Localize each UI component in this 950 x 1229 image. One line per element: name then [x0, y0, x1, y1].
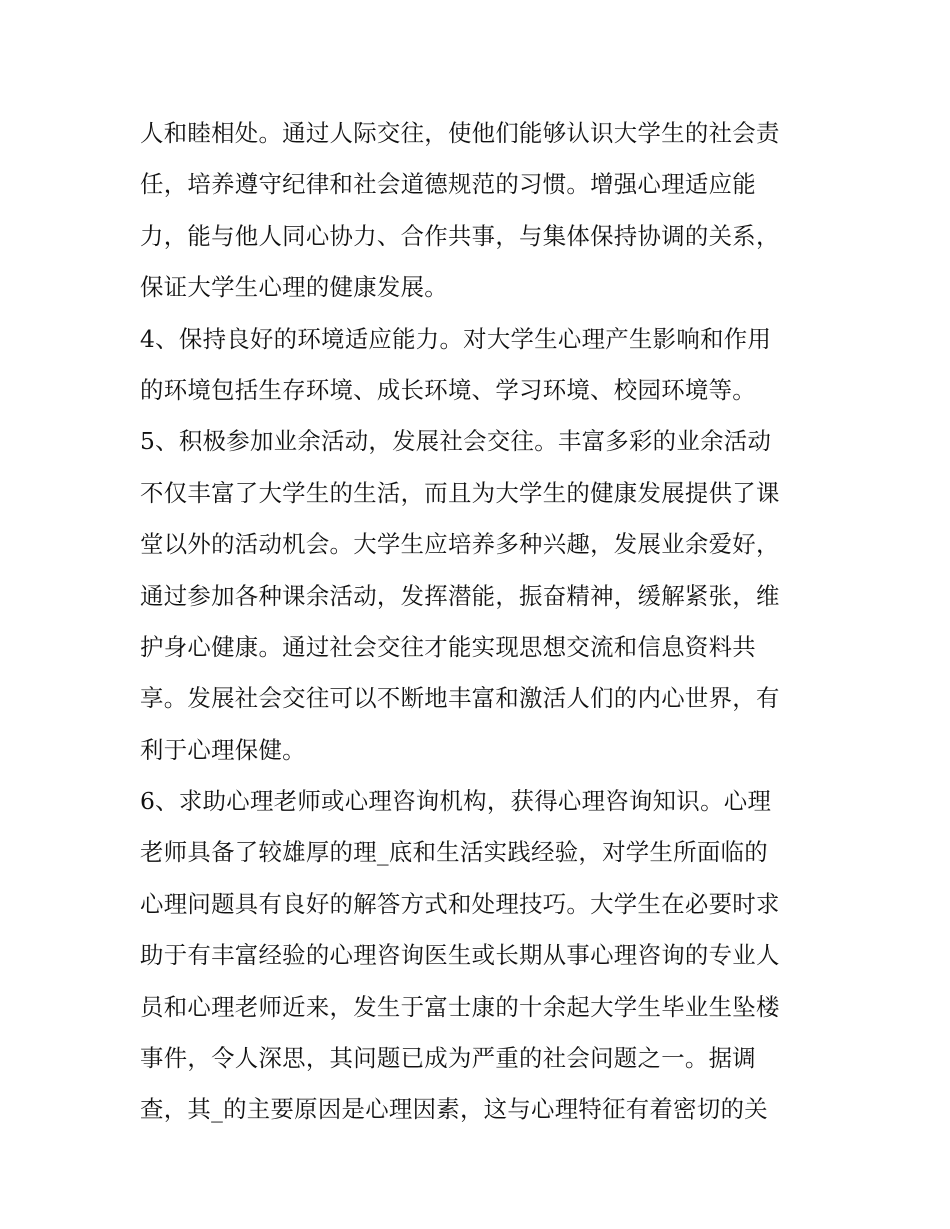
text-line: 护身心健康。通过社会交往才能实现思想交流和信息资料共	[140, 632, 756, 661]
text-line: 查，其_的主要原因是心理因素，这与心理特征有着密切的关	[140, 1095, 768, 1124]
text-line: 员和心理老师近来，发生于富士康的十余起大学生毕业生坠楼	[140, 992, 780, 1021]
text-line: 事件，令人深思，其问题已成为严重的社会问题之一。据调	[140, 1044, 756, 1073]
text-line: 4、保持良好的环境适应能力。对大学生心理产生影响和作用	[140, 324, 772, 353]
text-line: 堂以外的活动机会。大学生应培养多种兴趣，发展业余爱好，	[140, 530, 780, 559]
text-line: 老师具备了较雄厚的理_底和生活实践经验，对学生所面临的	[140, 838, 768, 867]
text-line: 任，培养遵守纪律和社会道德规范的习惯。增强心理适应能	[140, 170, 756, 199]
text-line: 6、求助心理老师或心理咨询机构，获得心理咨询知识。心理	[140, 787, 772, 816]
text-line: 不仅丰富了大学生的生活，而且为大学生的健康发展提供了课	[140, 478, 780, 507]
text-line: 保证大学生心理的健康发展。	[140, 273, 448, 302]
text-line: 享。发展社会交往可以不断地丰富和激活人们的内心世界，有	[140, 684, 780, 713]
document-body	[140, 108, 816, 1136]
text-line: 利于心理保健。	[140, 735, 306, 764]
text-line: 心理问题具有良好的解答方式和处理技巧。大学生在必要时求	[140, 889, 780, 918]
text-line: 力，能与他人同心协力、合作共事，与集体保持协调的关系，	[140, 221, 780, 250]
text-line: 助于有丰富经验的心理咨询医生或长期从事心理咨询的专业人	[140, 941, 780, 970]
text-line: 通过参加各种课余活动，发挥潜能，振奋精神，缓解紧张，维	[140, 581, 780, 610]
text-line: 5、积极参加业余活动，发展社会交往。丰富多彩的业余活动	[140, 427, 772, 456]
text-line: 人和睦相处。通过人际交往，使他们能够认识大学生的社会责	[140, 119, 780, 147]
text-line: 的环境包括生存环境、成长环境、学习环境、校园环境等。	[140, 375, 756, 404]
